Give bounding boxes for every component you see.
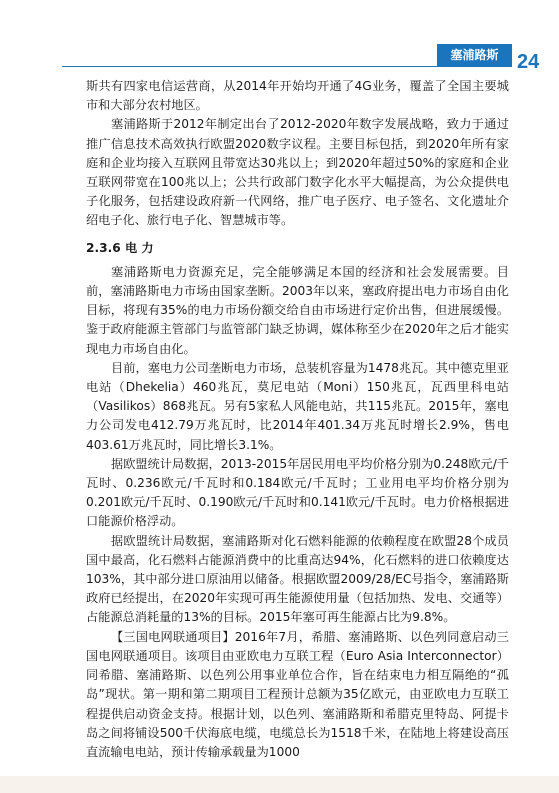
header-rule [62, 66, 512, 67]
paragraph-digital-strategy: 塞浦路斯于2012年制定出台了2012-2020年数字发展战略，致力于通过推广信息技术高效执行欧盟2020数字议程。主要目标包括，到2020年所有家庭和企业均接入互联网且带宽达30兆以上；到2020年超过50%的家庭和企业互联网带宽在100兆以上；公共行政部门数字化水平大幅提高，为公众提供电子化服务，包括建设政府新一代网络，推广电子医疗、电子签名、文化遗址介绍电子化、旅行电子化、智慧城市等。 [86, 117, 509, 228]
page-number: 24 [517, 51, 540, 73]
paragraph-power-market: 塞浦路斯电力资源充足，完全能够满足本国的经济和社会发展需要。目前，塞浦路斯电力市场由国家垄断。2003年以来，塞政府提出电力市场自由化目标，将现有35%的电力市场份额交给自由市场进行定价出售，但进展缓慢。鉴于政府能源主管部门与监管部门缺乏协调，媒体称至少在2020年之后才能实现电力市场自由化。 [86, 264, 509, 356]
paragraph-fossil-fuel: 据欧盟统计局数据，塞浦路斯对化石燃料能源的依赖程度在欧盟28个成员国中最高，化石燃料占能源消费中的比重高达94%，化石燃料的进口依赖度达103%，其中部分进口原油用以储备。根据欧盟2009/28/EC号指令，塞浦路斯政府已经提出，在2020年实现可再生能源使用量（包括加热、发电、交通等）占能源总消耗量的13%的目标。2015年塞可再生能源占比为9.8%。 [86, 533, 509, 625]
paragraph-power-capacity: 目前，塞电力公司垄断电力市场，总装机容量为1478兆瓦。其中德克里亚电站（Dhekelia）460兆瓦，莫尼电站（Moni）150兆瓦，瓦西里科电站（Vasilikos）868兆瓦。另有5家私人风能电站，共115兆瓦。2015年，塞电力公司发电412.79万兆瓦时，比2014年401.34万兆瓦时增长2.9%，售电403.61万兆瓦时，同比增长3.1%。 [86, 360, 509, 452]
section-heading-electricity: 2.3.6 电 力 [86, 240, 154, 255]
section-label: 塞浦路斯 [437, 44, 512, 66]
paragraph-power-prices: 据欧盟统计局数据，2013-2015年居民用电平均价格分别为0.248欧元/千瓦时、0.236欧元/千瓦时和0.184欧元/千瓦时；工业用电平均价格分别为0.201欧元/千瓦时、0.190欧元/千瓦时和0.141欧元/千瓦时。电力价格根据进口能源价格浮动。 [86, 456, 509, 529]
page-bottom-band [0, 776, 559, 793]
paragraph-grid-interconnection: 【三国电网联通项目】2016年7月，希腊、塞浦路斯、以色列同意启动三国电网联通项目。该项目由亚欧电力互联工程（Euro Asia Interconnector）同希腊、塞浦路斯、以色列公用事业单位合作，旨在结束电力相互隔绝的“孤岛”现状。第一期和第二期项目工程预计总额为35亿欧元，由亚欧电力互联工程提供启动资金支持。根据计划，以色列、塞浦路斯和希腊克里特岛、阿提卡岛之间将铺设500千伏海底电缆，电缆总长为1518千米，在陆地上将建设高压直流输电电站，预计传输承载量为1000 [86, 629, 509, 759]
paragraph-telecom-continued: 斯共有四家电信运营商，从2014年开始均开通了4G业务，覆盖了全国主要城市和大部分农村地区。 [86, 79, 509, 113]
body-text [86, 77, 509, 762]
